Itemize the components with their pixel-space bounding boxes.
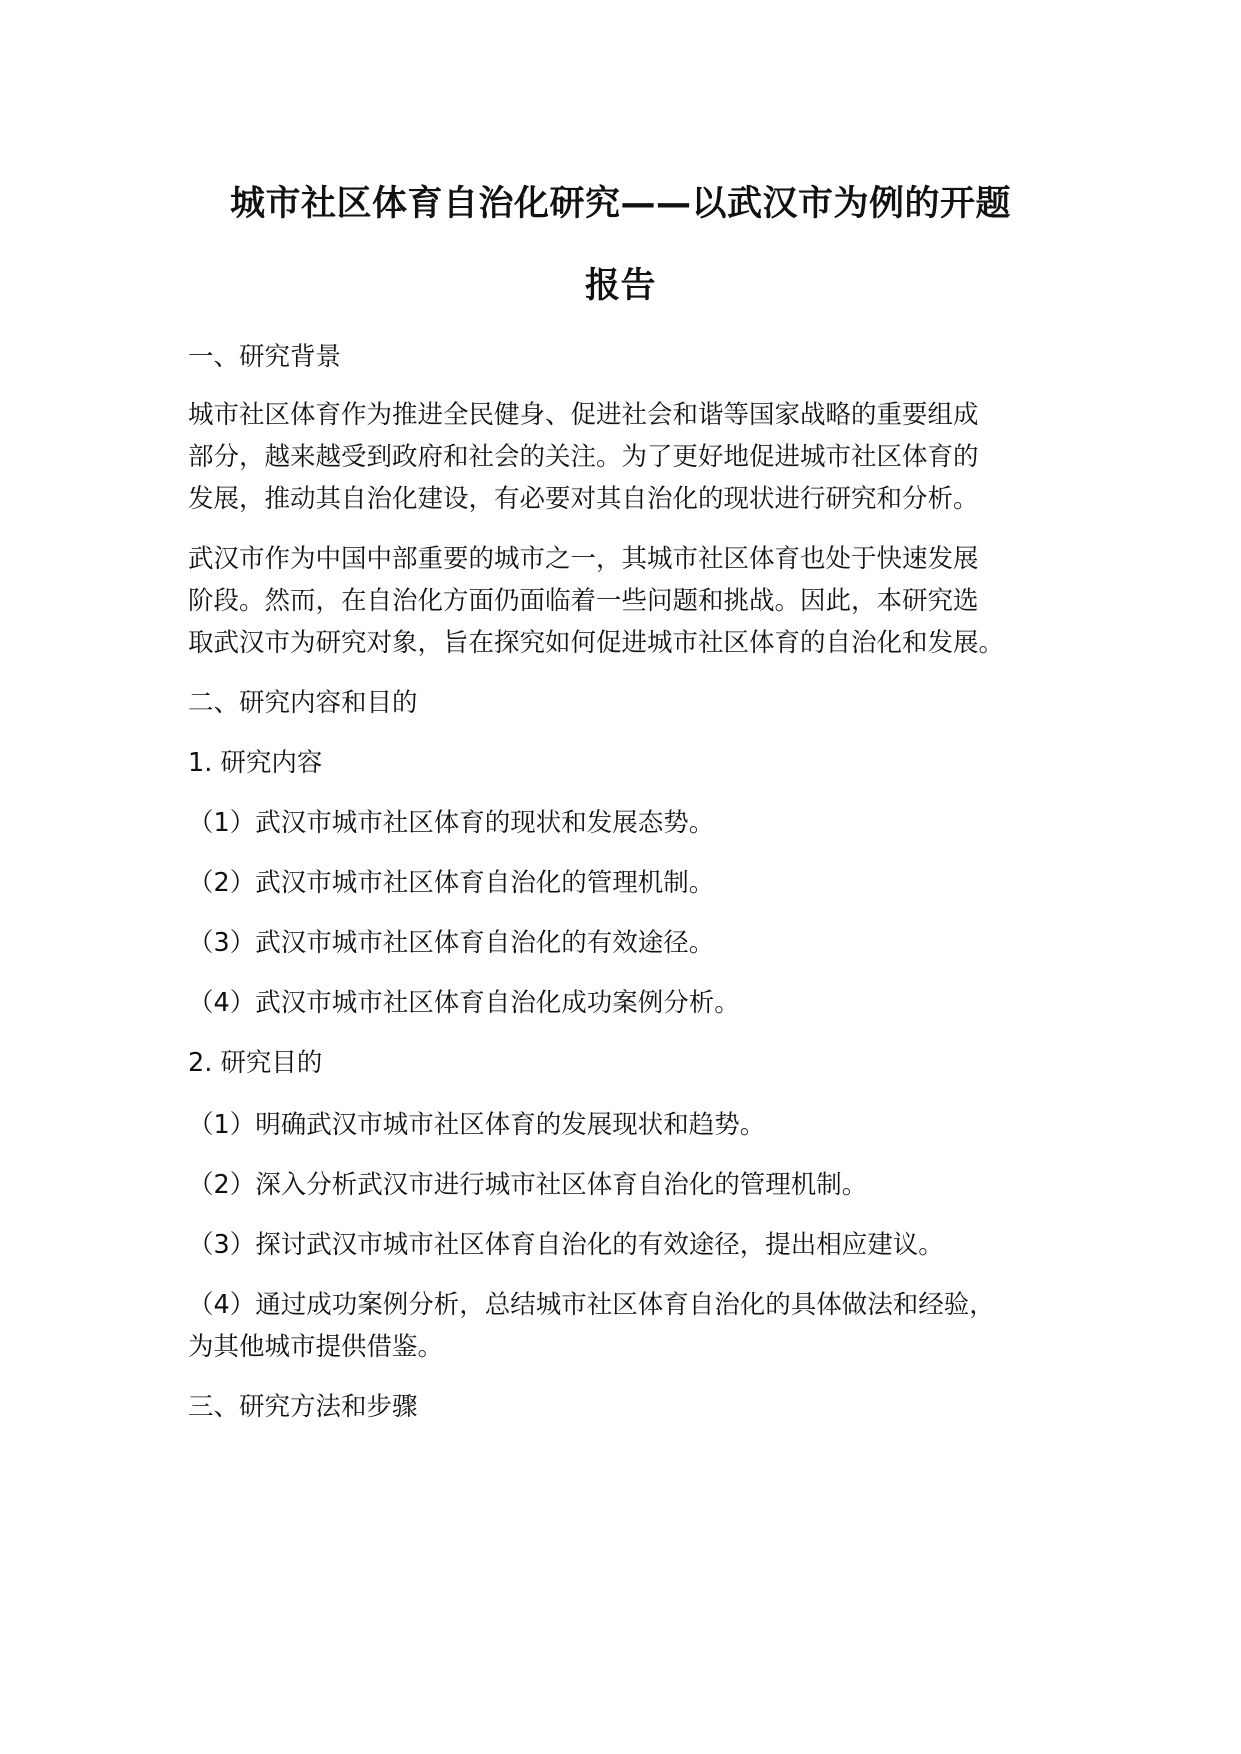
paragraph-line: 取武汉市为研究对象，旨在探究如何促进城市社区体育的自治化和发展。 (188, 628, 1005, 658)
document-title-line-2: 报告 (584, 266, 656, 306)
list-item: （2）深入分析武汉市进行城市社区体育自治化的管理机制。 (188, 1170, 868, 1200)
document-title-line-1: 城市社区体育自治化研究——以武汉市为例的开题 (229, 184, 1011, 224)
list-item: （1）武汉市城市社区体育的现状和发展态势。 (188, 808, 715, 838)
paragraph-line: 武汉市作为中国中部重要的城市之一，其城市社区体育也处于快速发展 (188, 544, 979, 574)
list-item: （1）明确武汉市城市社区体育的发展现状和趋势。 (188, 1110, 766, 1140)
list-item: （4）通过成功案例分析，总结城市社区体育自治化的具体做法和经验， (188, 1290, 995, 1320)
list-item: （4）武汉市城市社区体育自治化成功案例分析。 (188, 988, 740, 1018)
list-item: （3）武汉市城市社区体育自治化的有效途径。 (188, 928, 715, 958)
subheading-research-content: 1. 研究内容 (188, 748, 323, 778)
paragraph-line: 阶段。然而，在自治化方面仍面临着一些问题和挑战。因此，本研究选 (188, 586, 979, 616)
paragraph-line: 发展，推动其自治化建设，有必要对其自治化的现状进行研究和分析。 (188, 484, 979, 514)
list-item-continuation: 为其他城市提供借鉴。 (188, 1332, 444, 1362)
paragraph-line: 城市社区体育作为推进全民健身、促进社会和谐等国家战略的重要组成 (188, 400, 979, 430)
list-item: （2）武汉市城市社区体育自治化的管理机制。 (188, 868, 715, 898)
subheading-research-purpose: 2. 研究目的 (188, 1048, 323, 1078)
paragraph-line: 部分，越来越受到政府和社会的关注。为了更好地促进城市社区体育的 (188, 442, 979, 472)
section-heading-content-purpose: 二、研究内容和目的 (188, 688, 418, 718)
section-heading-background: 一、研究背景 (188, 342, 342, 372)
section-heading-methods: 三、研究方法和步骤 (188, 1392, 418, 1422)
list-item: （3）探讨武汉市城市社区体育自治化的有效途径，提出相应建议。 (188, 1230, 944, 1260)
